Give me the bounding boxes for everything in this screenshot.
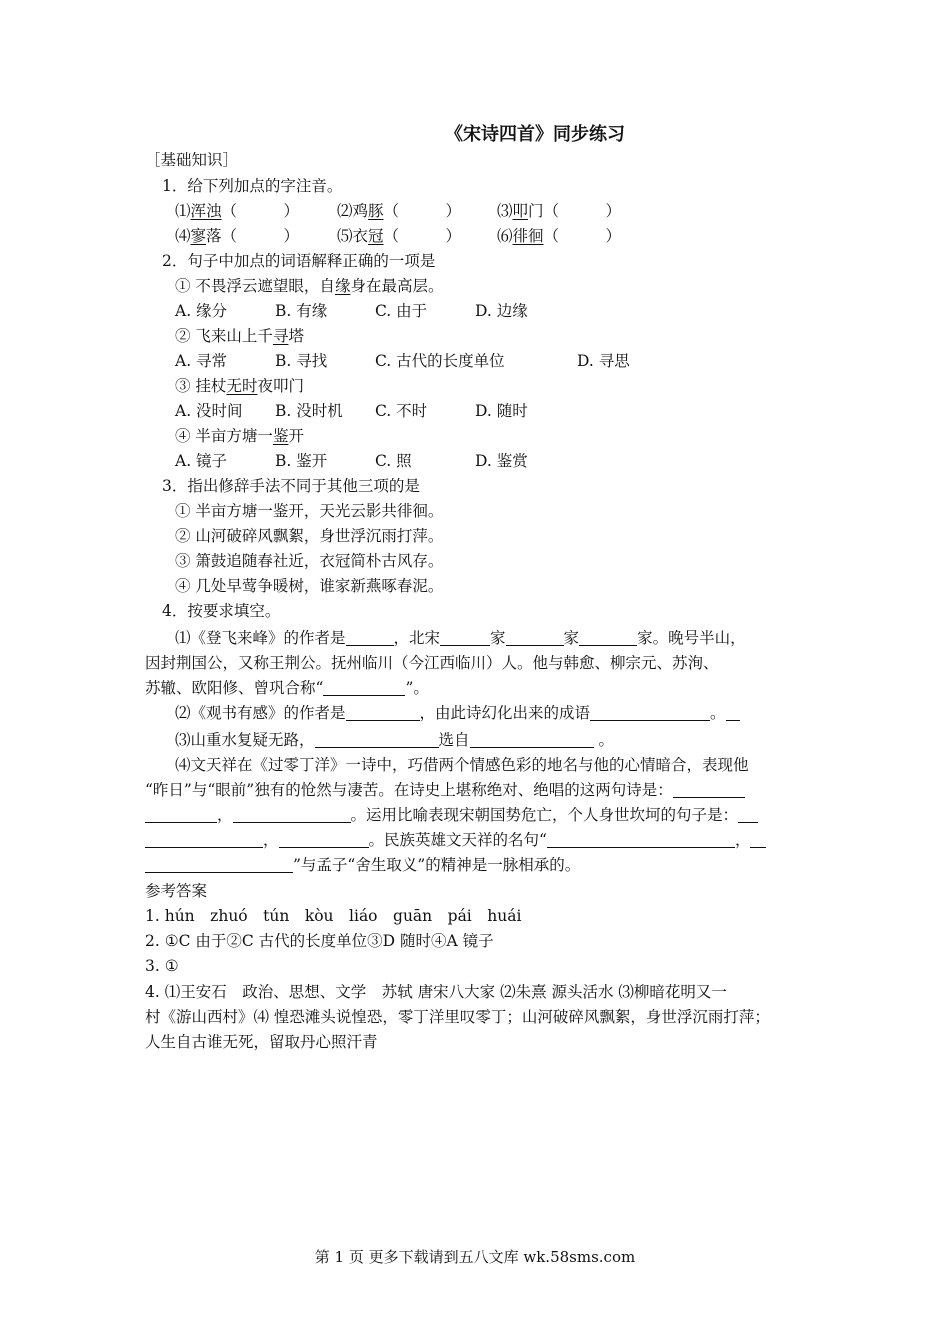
- answer-3: 3. ①: [145, 957, 179, 975]
- page-footer: 第 1 页 更多下载请到五八文库 wk.58sms.com: [314, 1248, 636, 1266]
- q4-part-4-line-3: ， 。运用比喻表现宋朝国势危亡，个人身世坎坷的句子是：: [145, 803, 810, 828]
- q2-options-2: [175, 349, 840, 374]
- q2-options-3: [175, 399, 840, 424]
- q2-sentence-3: ③ 挂杖无时夜叩门: [175, 377, 304, 395]
- q2-stem: 2．句子中加点的词语解释正确的一项是: [162, 252, 436, 270]
- answer-4-line-1: 4. ⑴王安石 政治、思想、文学 苏轼 唐宋八大家 ⑵朱熹 源头活水 ⑶柳暗花明又一: [145, 983, 727, 1001]
- q4-part-4-line-5: ”与孟子“舍生取义”的精神是一脉相承的。: [145, 853, 810, 878]
- answer-1: 1. hún zhuó tún kòu liáo guān pái huái: [145, 907, 522, 925]
- q3-item-3: ③ 箫鼓追随春社近，衣冠简朴古风存。: [175, 552, 444, 570]
- option-c: C. 由于: [375, 302, 428, 320]
- answer-4-line-3: 人生自古谁无死，留取丹心照汗青: [145, 1033, 378, 1051]
- option-a: A. 镜子: [175, 452, 228, 470]
- option-b: B. 没时机: [275, 402, 343, 420]
- q1-item-1: ⑴浑浊（ ）: [175, 202, 300, 220]
- q4-part-3: ⑶山重水复疑无路， 选自 。: [175, 731, 614, 749]
- q4-part-2: ⑵《观书有感》的作者是 ，由此诗幻化出来的成语 。: [175, 701, 840, 726]
- q4-stem: 4．按要求填空。: [162, 602, 281, 620]
- q4-part-1-line-1: ⑴《登飞来峰》的作者是 ，北宋 家 家 家。晚号半山，: [175, 629, 746, 647]
- answers-heading: 参考答案: [145, 882, 208, 900]
- q2-options-4: [175, 449, 840, 474]
- q1-row-1: [175, 199, 840, 224]
- q3-item-1: ① 半亩方塘一鉴开，天光云影共徘徊。: [175, 502, 444, 520]
- option-a: A. 缘分: [175, 302, 228, 320]
- q1-item-4: ⑷寥落（ ）: [175, 227, 300, 245]
- option-b: B. 有缘: [275, 302, 328, 320]
- q1-item-6: ⑹徘徊（ ）: [497, 227, 622, 245]
- q1-item-5: ⑸衣冠（ ）: [337, 227, 462, 245]
- option-d: D. 随时: [475, 402, 528, 420]
- q2-sentence-4: ④ 半亩方塘一鉴开: [175, 427, 304, 445]
- document-title: 《宋诗四首》同步练习: [445, 124, 625, 145]
- q1-item-3: ⑶叩门（ ）: [497, 202, 622, 220]
- section-heading: ［基础知识］: [145, 151, 239, 169]
- q4-part-4-line-4: ， 。民族英雄文天祥的名句“ ，: [145, 828, 810, 853]
- option-b: B. 鉴开: [275, 452, 328, 470]
- option-a: A. 没时间: [175, 402, 243, 420]
- answer-2: 2. ①C 由于②C 古代的长度单位③D 随时④A 镜子: [145, 932, 494, 950]
- option-c: C. 不时: [375, 402, 428, 420]
- q1-item-2: ⑵鸡豚（ ）: [337, 202, 462, 220]
- q1-stem: 1．给下列加点的字注音。: [162, 177, 343, 195]
- q3-stem: 3．指出修辞手法不同于其他三项的是: [162, 477, 420, 495]
- option-b: B. 寻找: [275, 352, 328, 370]
- q3-item-4: ④ 几处早莺争暖树，谁家新燕啄春泥。: [175, 577, 444, 595]
- q2-options-1: [175, 299, 840, 324]
- q1-row-2: [175, 224, 840, 249]
- q4-part-4-line-2: “昨日”与“眼前”独有的怆然与凄苦。在诗史上堪称绝对、绝唱的这两句诗是：: [145, 778, 810, 803]
- option-d: D. 边缘: [475, 302, 528, 320]
- q4-part-1-line-3: 苏辙、欧阳修、曾巩合称“ ”。: [145, 679, 429, 697]
- option-d: D. 鉴赏: [475, 452, 528, 470]
- option-c: C. 照: [375, 452, 412, 470]
- option-a: A. 寻常: [175, 352, 228, 370]
- q3-item-2: ② 山河破碎风飘絮，身世浮沉雨打萍。: [175, 527, 444, 545]
- option-c: C. 古代的长度单位: [375, 352, 505, 370]
- option-d: D. 寻思: [577, 352, 630, 370]
- q2-sentence-1: ① 不畏浮云遮望眼，自缘身在最高层。: [175, 277, 444, 295]
- q4-part-1-line-2: 因封荆国公，又称王荆公。抚州临川（今江西临川）人。他与韩愈、柳宗元、苏洵、: [145, 654, 719, 672]
- q4-part-4-line-1: ⑷文天祥在《过零丁洋》一诗中，巧借两个情感色彩的地名与他的心情暗合，表现他: [175, 756, 749, 774]
- q2-sentence-2: ② 飞来山上千寻塔: [175, 327, 304, 345]
- answer-4-line-2: 村《游山西村》⑷ 惶恐滩头说惶恐，零丁洋里叹零丁；山河破碎风飘絮，身世浮沉雨打萍；: [145, 1008, 770, 1026]
